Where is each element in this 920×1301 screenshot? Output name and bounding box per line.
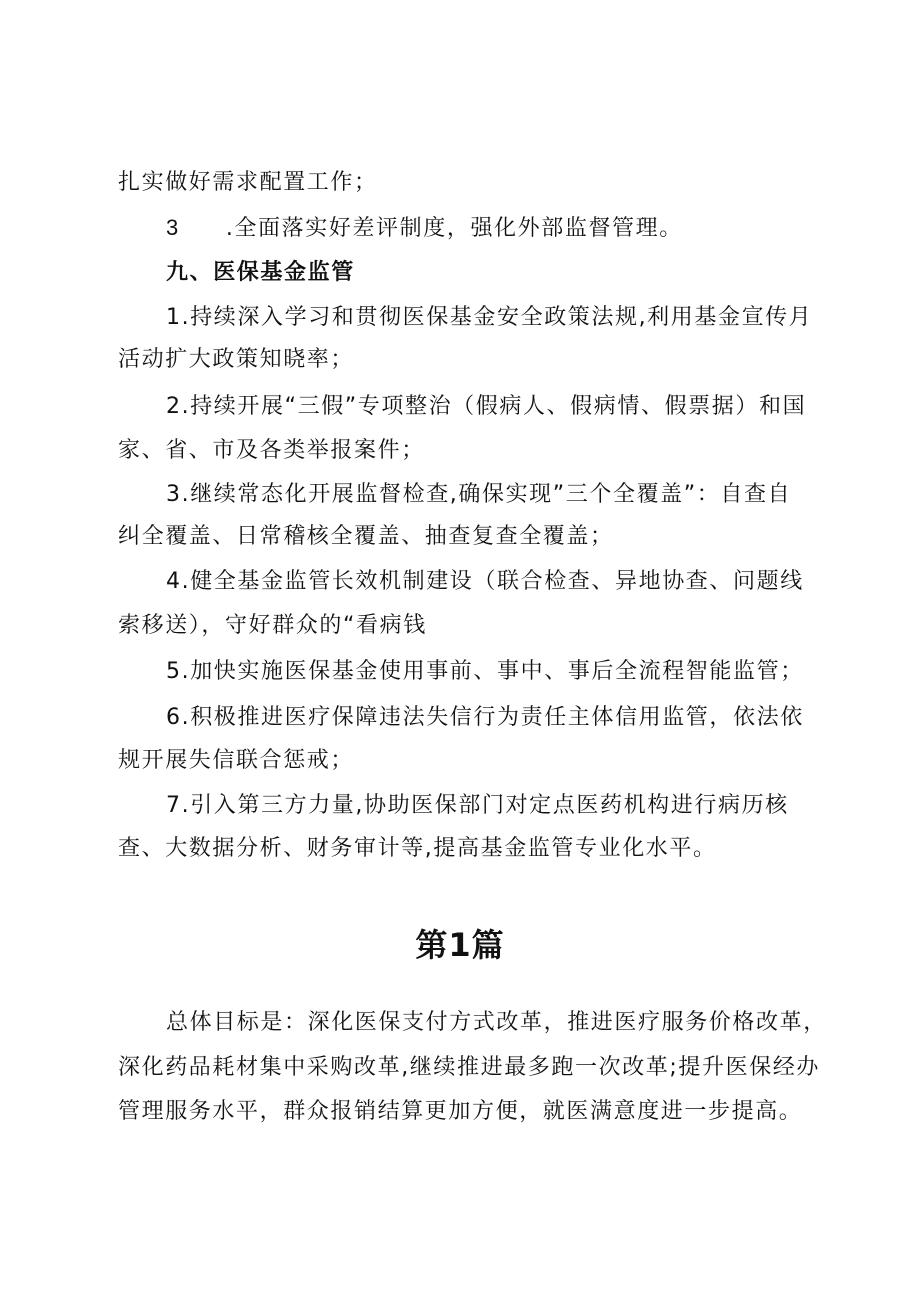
section9-item-2-line1: 2.持续开展“三假”专项整治（假病人、假病情、假票据）和国 — [166, 394, 807, 419]
section9-item-1-line1: 1.持续深入学习和贯彻医保基金安全政策法规,利用基金宣传月 — [166, 305, 813, 330]
section9-item-6-line2: 规开展失信联合惩戒； — [118, 748, 355, 773]
section9-item-7-line1: 7.引入第三方力量,协助医保部门对定点医药机构进行病历核 — [166, 793, 789, 818]
section9-item-5-line1: 5.加快实施医保基金使用事前、事中、事后全流程智能监管； — [166, 659, 804, 684]
section9-item-6-line1: 6.积极推进医疗保障违法失信行为责任主体信用监管，依法依 — [166, 705, 804, 730]
section9-item-4-line2: 索移送），守好群众的“看病钱 — [118, 613, 427, 638]
section9-item-3-line1: 3.继续常态化开展监督检查,确保实现”三个全覆盖”：自查自 — [166, 482, 792, 507]
part-title: 第1篇 — [415, 926, 505, 964]
section9-item-7-line2: 查、大数据分析、财务审计等,提高基金监管专业化水平。 — [118, 836, 717, 861]
item-number: 3 — [166, 215, 180, 240]
section9-heading: 九、医保基金监管 — [166, 260, 355, 285]
section8-continuation: 扎实做好需求配置工作； — [118, 170, 378, 195]
section9-item-3-line2: 纠全覆盖、日常稽核全覆盖、抽查复查全覆盖； — [118, 524, 614, 549]
section9-item-1-line2: 活动扩大政策知晓率； — [118, 347, 355, 372]
section9-item-4-line1: 4.健全基金监管长效机制建设（联合检查、异地协查、问题线 — [166, 569, 804, 594]
part1-paragraph-line2: 深化药品耗材集中采购改革,继续推进最多跑一次改革;提升医保经办 — [118, 1055, 821, 1080]
part1-paragraph-line1: 总体目标是：深化医保支付方式改革，推进医疗服务价格改革， — [166, 1010, 827, 1035]
section8-item-3 — [166, 213, 818, 244]
section9-item-2-line2: 家、省、市及各类举报案件； — [118, 438, 425, 463]
part1-paragraph-line3: 管理服务水平，群众报销结算更加方便，就医满意度进一步提高。 — [118, 1099, 803, 1124]
item-text: .全面落实好差评制度，强化外部监督管理。 — [225, 216, 683, 241]
